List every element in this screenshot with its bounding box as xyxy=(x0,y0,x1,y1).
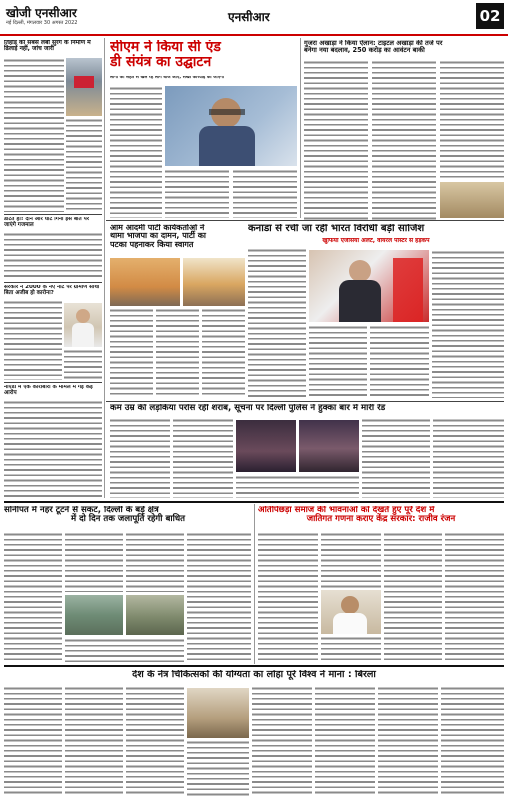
sonipat-body-col-5 xyxy=(65,638,184,662)
kanada-headline: कनाडा से रची जा रही भारत विरोधी बड़ी साजिश xyxy=(248,224,425,234)
birla-headline: देश के नेत्र चिकित्सकों की योग्यता का लोहा पूरे विश्व ने माना : बिरला xyxy=(132,670,376,680)
left-story-4-body xyxy=(4,400,102,498)
divider xyxy=(4,501,504,503)
kanada-body-col-2 xyxy=(309,325,367,398)
lead-headline-line-1: सीएम ने किया सी एंड xyxy=(110,40,221,55)
ati-headline xyxy=(258,506,504,524)
left-story-3-headline: सरकार ने 2000 के नए नोट पर ग्रामीण साथी बिता अजीब हो कारोना? xyxy=(4,285,100,296)
top-right-body-col-3 xyxy=(440,60,504,180)
column-rule xyxy=(254,504,255,664)
top-right-photo xyxy=(440,182,504,218)
left-story-3-body-2 xyxy=(64,349,102,380)
left-story-4-headline: नोएडा में एक कारोबारी के मामले में गई कई आरोप xyxy=(4,385,93,396)
left-story-1-body-3 xyxy=(66,118,102,212)
column-rule xyxy=(300,38,301,218)
ati-portrait xyxy=(321,590,381,634)
left-story-1-body xyxy=(4,58,64,98)
divider xyxy=(4,214,102,215)
center-mid-headline xyxy=(110,224,244,249)
birla-body-col-8 xyxy=(441,686,504,796)
kanada-photo xyxy=(309,250,429,322)
hookah-body-col-5 xyxy=(433,418,504,498)
ati-body-col-4 xyxy=(384,532,442,662)
kanada-body-col-1 xyxy=(248,248,306,398)
kanada-subhead: खुफिया एजेंसियां अलर्ट, वायरल पोस्टर से हड़कंप xyxy=(322,238,430,244)
center-mid-headline-line-3: पटका पहनाकर किया स्वागत xyxy=(110,239,194,249)
lead-body-col-1 xyxy=(110,86,162,218)
sonipat-body-col-2 xyxy=(65,532,123,592)
hookah-photo-2 xyxy=(299,420,359,472)
sonipat-body-col-1 xyxy=(4,532,62,662)
lead-headline-line-2: डी संयंत्र का उद्घाटन xyxy=(110,53,212,70)
top-right-headline xyxy=(304,40,504,54)
lead-headline xyxy=(110,40,298,69)
birla-photo xyxy=(187,688,249,738)
sonipat-photo-1 xyxy=(65,595,123,635)
center-mid-body-col-2 xyxy=(156,308,199,398)
center-mid-headline-line-1: आम आदमी पार्टी कार्यकर्ताओं ने xyxy=(110,224,205,232)
left-story-1-headline: तिहाड़ की सबसे लंबी सुरंग के निर्माण में ढिलाई नहीं, जांच जारी xyxy=(4,40,91,53)
sonipat-headline-line-2: में दो दिन तक जलापूर्ति रहेगी बाधित xyxy=(70,514,186,525)
birla-body-col-6 xyxy=(315,686,375,796)
ati-body-col-2 xyxy=(321,532,381,588)
lead-body-col-3 xyxy=(233,169,297,218)
divider xyxy=(106,220,504,221)
section-title: एनसीआर xyxy=(228,10,270,24)
birla-body-col-7 xyxy=(378,686,438,796)
left-story-3-body xyxy=(4,300,62,380)
masthead xyxy=(0,0,508,36)
hookah-photo-1 xyxy=(236,420,296,472)
paper-name: खोजी एनसीआर xyxy=(6,6,77,20)
birla-body-col-1 xyxy=(4,686,62,796)
left-story-2-headline: डांटते हो! दान और घाट गिना इस बात पर जाएंगे गजमाल xyxy=(4,217,90,228)
top-right-body-col-2 xyxy=(372,60,436,220)
ati-body-col-5 xyxy=(445,532,504,662)
divider xyxy=(4,382,102,383)
divider xyxy=(4,282,102,283)
kanada-body-col-3 xyxy=(370,325,429,398)
hookah-headline: कम उम्र की लड़कियां परोस रहीं शराब, सूचना पर दिल्ली पुलिस ने हुक्का बार में मारी रेड xyxy=(110,404,386,413)
center-mid-photo-2 xyxy=(183,258,245,306)
birla-body-col-3 xyxy=(126,686,184,796)
page-number: 02 xyxy=(476,3,504,29)
sonipat-photo-2 xyxy=(126,595,184,635)
hookah-body-col-3 xyxy=(236,475,359,498)
divider xyxy=(106,401,504,402)
divider xyxy=(4,665,504,667)
kanada-body-col-4 xyxy=(432,250,504,398)
date-line: नई दिल्ली, मंगलवार 30 अगस्त 2022 xyxy=(6,20,78,26)
sonipat-body-col-4 xyxy=(187,532,251,662)
birla-body-col-2 xyxy=(65,686,123,796)
birla-body-col-5 xyxy=(252,686,312,796)
sonipat-headline-line-1: सोनीपत में नहर टूटने से संकट, दिल्ली के बड़े क्षेत्र xyxy=(4,506,159,515)
center-mid-headline-line-2: थामा भाजपा का दामन, पार्टी का xyxy=(110,231,206,241)
top-right-headline-line-2: बनेगा नया बदलाव, 250 करोड़ का आवंटन बाकी xyxy=(304,45,425,54)
hookah-body-col-1 xyxy=(110,418,170,498)
center-mid-photo-1 xyxy=(110,258,180,306)
sonipat-body-col-3 xyxy=(126,532,184,592)
left-story-1-photo xyxy=(66,58,102,116)
lead-body-col-2 xyxy=(165,169,229,218)
left-story-2-body xyxy=(4,232,102,280)
hookah-body-col-2 xyxy=(173,418,233,498)
lead-photo xyxy=(165,86,297,166)
top-right-body-col-1 xyxy=(304,60,368,220)
lead-subhead: लोगों की सेहत से खेल रहे लोग बाज आएं, सख्त कार्रवाई की जाएगी xyxy=(110,76,225,80)
ati-headline-line-1: अतिपिछड़ा समाज की भावनाओं को देखते हुए पूरे देश में xyxy=(258,506,435,515)
top-right-headline-line-1: गुजरा अखाड़ा ने किया ऐलान: टाइटल अखाड़ा की तर्ज पर xyxy=(304,40,443,47)
center-mid-body-col-1 xyxy=(110,308,153,398)
ati-body-col-3 xyxy=(321,636,381,662)
center-mid-body-col-3 xyxy=(202,308,245,398)
column-rule xyxy=(104,38,105,498)
birla-body-col-4 xyxy=(187,740,249,796)
left-story-3-portrait xyxy=(64,303,102,347)
hookah-body-col-4 xyxy=(362,418,430,498)
ati-headline-line-2: जातिगत गणना कराए केंद्र सरकार: राजीव रंजन xyxy=(306,514,456,525)
left-story-1-body-2 xyxy=(4,100,64,212)
sonipat-headline xyxy=(4,506,252,524)
ati-body-col-1 xyxy=(258,532,318,662)
